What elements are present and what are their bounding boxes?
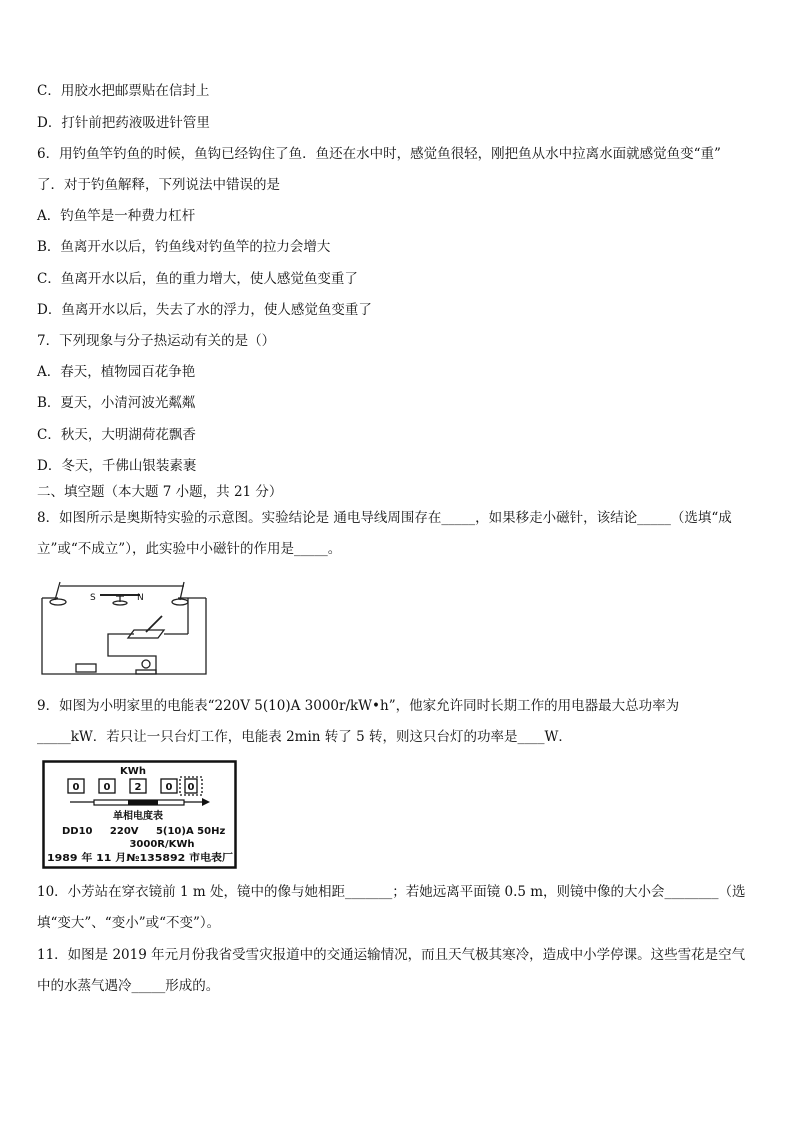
oersted-experiment-figure: [38, 576, 210, 680]
q5-option-d: D．打针前把药液吸进针管里: [37, 115, 210, 131]
q10-stem-line-1: 10．小芳站在穿衣镜前 1 m 处，镜中的像与她相距_______；若她远离平面镜 0.5 m，则镜中像的大小会________（选: [37, 884, 746, 900]
q6-option-b: B．鱼离开水以后，钓鱼线对钓鱼竿的拉力会增大: [37, 239, 331, 255]
q7-option-d: D．冬天，千佛山银装素裹: [37, 458, 197, 474]
q6-stem-line-2: 了．对于钓鱼解释，下列说法中错误的是: [37, 177, 280, 193]
q6-option-c: C．鱼离开水以后，鱼的重力增大，使人感觉鱼变重了: [37, 271, 358, 287]
meter-digit-5: 0: [187, 782, 195, 793]
q7-stem: 7．下列现象与分子热运动有关的是（）: [37, 333, 276, 349]
q6-stem-line-1: 6．用钓鱼竿钓鱼的时候，鱼钩已经钩住了鱼．鱼还在水中时，感觉鱼很轻，刚把鱼从水中拉离水面就感觉鱼变“重”: [37, 146, 721, 162]
electric-meter-figure: [42, 760, 237, 869]
meter-digit-1: 0: [72, 782, 80, 793]
q8-stem-line-1: 8．如图所示是奥斯特实验的示意图。实验结论是 通电导线周围存在_____，如果移走小磁针，该结论_____（选填“成: [37, 510, 732, 526]
q9-stem-line-1: 9．如图为小明家里的电能表“220V 5(10)A 3000r/kW•h”，他家允许同时长期工作的用电器最大总功率为: [37, 698, 680, 714]
q6-option-d: D．鱼离开水以后，失去了水的浮力，使人感觉鱼变重了: [37, 302, 372, 318]
q7-option-a: A．春天，植物园百花争艳: [37, 364, 196, 380]
meter-revolutions: 3000R/KWh: [129, 839, 195, 850]
q11-stem-line-2: 中的水蒸气遇冷_____形成的。: [37, 978, 220, 994]
q9-stem-line-2: _____kW．若只让一只台灯工作，电能表 2min 转了 5 转，则这只台灯的功率是____W．: [37, 729, 572, 745]
meter-footer: 1989 年 11 月№135892 市电表厂: [47, 853, 217, 864]
meter-spec-line: DD10 220V 5(10)A 50Hz: [62, 826, 226, 837]
q6-option-a: A．钓鱼竿是一种费力杠杆: [37, 208, 196, 224]
q7-option-b: B．夏天，小清河波光粼粼: [37, 395, 196, 411]
meter-name: 单相电度表: [113, 811, 163, 822]
meter-digit-2: 0: [103, 782, 111, 793]
meter-digit-4: 0: [165, 782, 173, 793]
q7-option-c: C．秋天，大明湖荷花飘香: [37, 427, 196, 443]
needle-label-s: S: [90, 593, 96, 603]
meter-digit-3: 2: [134, 782, 142, 793]
q11-stem-line-1: 11．如图是 2019 年元月份我省受雪灾报道中的交通运输情况，而且天气极其寒冷，造成中小学停课。这些雪花是空气: [37, 947, 746, 963]
q8-stem-line-2: 立”或“不成立”），此实验中小磁针的作用是_____。: [37, 541, 342, 557]
q10-stem-line-2: 填“变大”、“变小”或“不变”）。: [37, 915, 221, 931]
section-heading-fill-in: 二、填空题（本大题 7 小题，共 21 分）: [37, 484, 283, 500]
meter-unit: KWh: [120, 766, 146, 777]
q5-option-c: C．用胶水把邮票贴在信封上: [37, 83, 210, 99]
needle-label-n: N: [137, 593, 144, 603]
